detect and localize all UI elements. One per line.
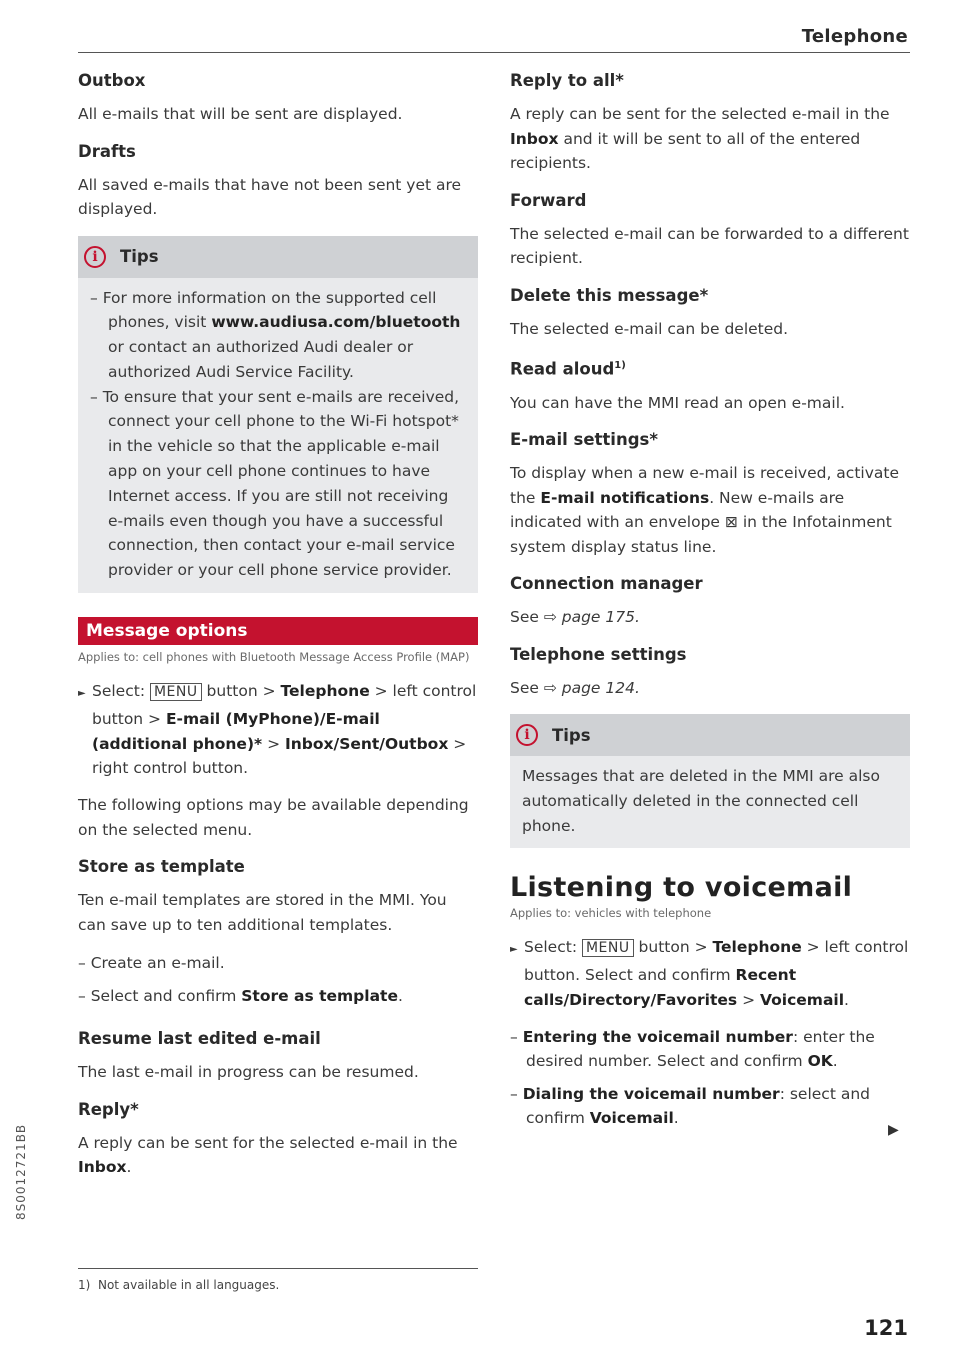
menu-key: MENU bbox=[582, 939, 634, 957]
footnote-rule bbox=[78, 1268, 478, 1269]
left-column bbox=[78, 70, 478, 1194]
store-text: Ten e-mail templates are stored in the MMI. You can save up to ten additional templates. bbox=[78, 891, 447, 934]
instruction-step: ► Select: MENU button > Telephone > left control button > E-mail (MyPhone)/E-mail (additional phone)* > Inbox/Sent/Outbox > right control button. bbox=[78, 682, 477, 778]
delete-heading: Delete this message* bbox=[510, 285, 709, 305]
tips-box bbox=[78, 236, 478, 594]
email-settings-heading: E-mail settings* bbox=[510, 430, 658, 449]
reply-all-text: A reply can be sent for the selected e-mail in the Inbox and it will be sent to all of the entered recipients. bbox=[510, 105, 890, 172]
delete-text: The selected e-mail can be deleted. bbox=[510, 319, 789, 338]
header-rule bbox=[78, 52, 910, 53]
support-link[interactable]: www.audiusa.com/bluetooth bbox=[211, 313, 461, 332]
tips-body bbox=[510, 756, 910, 848]
step-arrow-icon: ► bbox=[510, 944, 518, 956]
message-options-banner: Message options bbox=[78, 617, 478, 645]
info-icon: i bbox=[84, 246, 106, 268]
forward-text: The selected e-mail can be forwarded to a different recipient. bbox=[510, 224, 909, 267]
resume-heading: Resume last edited e-mail bbox=[78, 1029, 321, 1049]
following-text: The following options may be available depending on the selected menu. bbox=[78, 796, 469, 839]
footnote: 1) Not available in all languages. bbox=[78, 1278, 280, 1292]
tips-label: Tips bbox=[552, 725, 591, 745]
reply-all-heading: Reply to all* bbox=[510, 71, 624, 90]
tips-text: Messages that are deleted in the MMI are also automatically deleted in the connected cell phone. bbox=[522, 767, 880, 835]
page-ref-link[interactable]: ⇨ page 175. bbox=[543, 608, 640, 626]
drafts-heading: Drafts bbox=[78, 141, 136, 161]
reply-text: A reply can be sent for the selected e-mail in the Inbox. bbox=[78, 1133, 458, 1177]
page-number: 121 bbox=[864, 1316, 908, 1340]
read-aloud-heading: Read aloud$^{1)}$ bbox=[510, 359, 626, 379]
list-item: – Create an e-mail. bbox=[78, 954, 225, 973]
applies-to-note: Applies to: vehicles with telephone bbox=[510, 906, 712, 921]
list-item: – Dialing the voicemail number: select and confirm Voicemail. bbox=[510, 1084, 870, 1128]
tips-item: – For more information on the supported cell phones, visit www.audiusa.com/bluetooth or contact an authorized Audi dealer or authorized Audi Service Facility. bbox=[90, 288, 461, 381]
list-item: – Entering the voicemail number: enter the desired number. Select and confirm OK. bbox=[510, 1027, 875, 1071]
applies-to-note: Applies to: cell phones with Bluetooth Message Access Profile (MAP) bbox=[78, 650, 470, 665]
connection-manager-heading: Connection manager bbox=[510, 574, 703, 593]
forward-heading: Forward bbox=[510, 190, 587, 210]
tips-box bbox=[510, 714, 910, 848]
connection-manager-ref: See ⇨ page 175. bbox=[510, 608, 640, 626]
info-icon: i bbox=[516, 724, 538, 746]
outbox-text: All e-mails that will be sent are displayed. bbox=[78, 105, 403, 123]
menu-key: MENU bbox=[150, 683, 202, 701]
document-code: 8S0012721BB bbox=[14, 1123, 28, 1220]
tips-body bbox=[78, 278, 478, 594]
page-ref-link[interactable]: ⇨ page 124. bbox=[543, 678, 640, 697]
envelope-icon: ⊠ bbox=[724, 513, 738, 531]
continue-arrow-icon: ▶ bbox=[888, 1122, 899, 1138]
resume-text: The last e-mail in progress can be resumed. bbox=[78, 1063, 419, 1082]
step-arrow-icon: ► bbox=[78, 688, 86, 700]
read-aloud-text: You can have the MMI read an open e-mail. bbox=[510, 393, 845, 412]
store-heading: Store as template bbox=[78, 857, 245, 877]
telephone-settings-ref: See ⇨ page 124. bbox=[510, 678, 640, 697]
tips-item: – To ensure that your sent e-mails are received, connect your cell phone to the Wi-Fi hotspot* in the vehicle so that the applicable e-mail app on your cell phone continues to have Internet access. If you are still not receiving e-mails even though you have a successful connection, then contact your e-mail service provider or your cell phone service provider. bbox=[90, 387, 460, 580]
drafts-text: All saved e-mails that have not been sent yet are displayed. bbox=[78, 175, 462, 218]
reply-heading: Reply* bbox=[78, 1099, 139, 1119]
voicemail-heading: Listening to voicemail bbox=[510, 872, 853, 904]
tips-header bbox=[510, 714, 910, 756]
tips-label: Tips bbox=[120, 247, 159, 266]
tips-header bbox=[78, 236, 478, 278]
telephone-settings-heading: Telephone settings bbox=[510, 644, 687, 664]
right-column bbox=[510, 70, 910, 1139]
section-title: Telephone bbox=[801, 26, 908, 47]
outbox-heading: Outbox bbox=[78, 71, 146, 90]
email-settings-text: To display when a new e-mail is received, activate the E-mail notifications. New e-mails are indicated with an envelope ⊠ in the Infotainment system display status line. bbox=[510, 464, 899, 556]
instruction-step: ► Select: MENU button > Telephone > left control button. Select and confirm Recent calls/Directory/Favorites > Voicemail. bbox=[510, 938, 909, 1009]
list-item: – Select and confirm Store as template. bbox=[78, 986, 403, 1005]
